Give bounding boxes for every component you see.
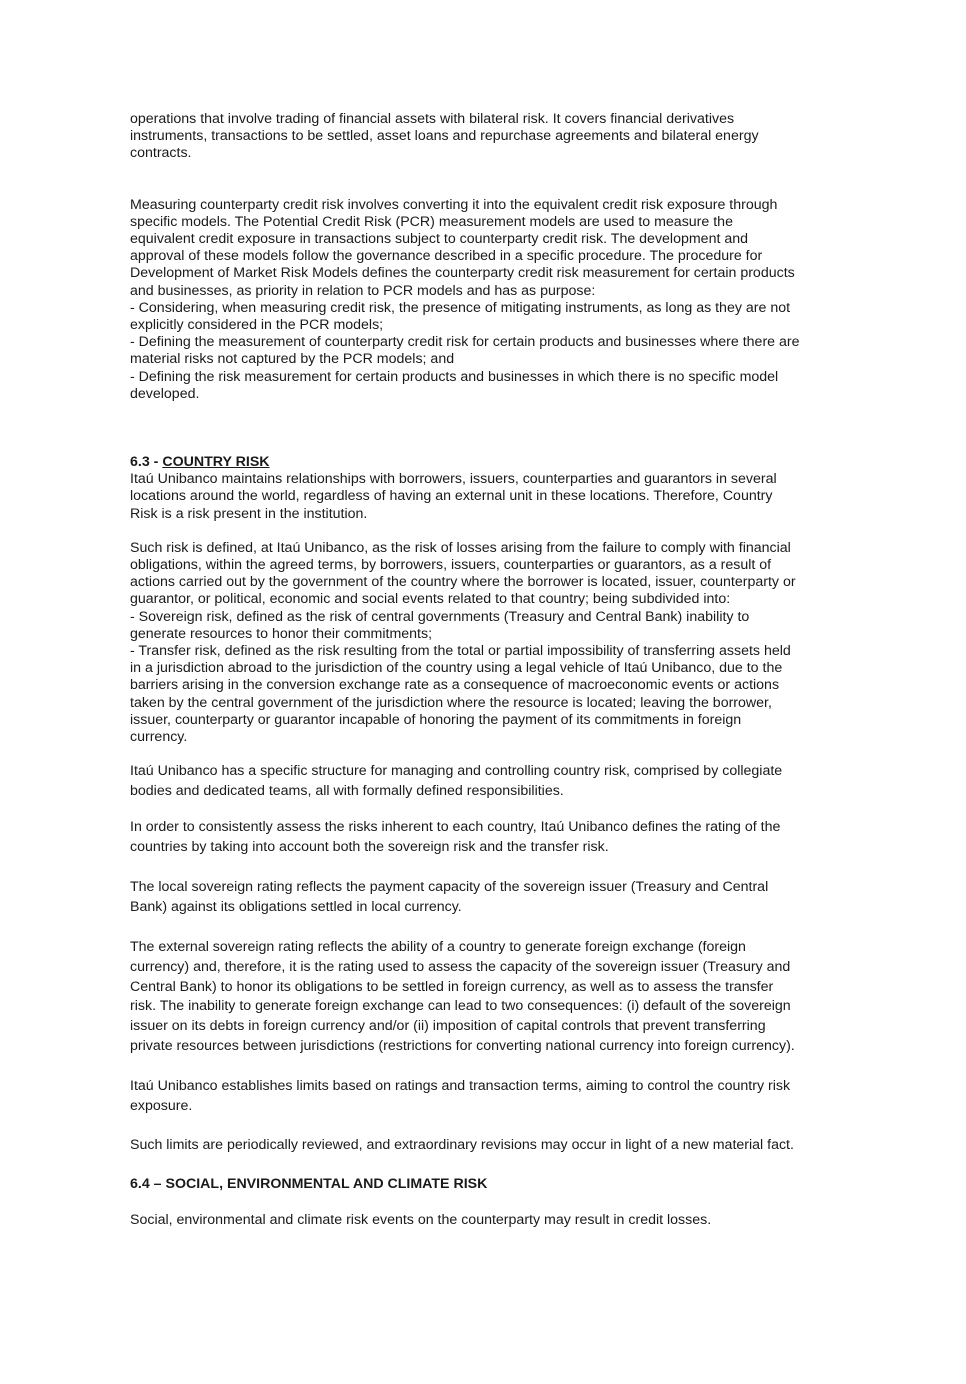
text-line: The local sovereign rating reflects the payment capacity of the sovereign issuer (Treasury and Central — [130, 878, 769, 895]
text-line: generate resources to honor their commitments; — [130, 625, 433, 642]
document-page — [130, 111, 842, 1231]
text-line: explicitly considered in the PCR models; — [130, 317, 384, 334]
text-line: approval of these models follow the governance described in a specific procedure. The procedure for — [130, 248, 763, 265]
text-line: material risks not captured by the PCR models; and — [130, 351, 455, 368]
text-line: risk. The inability to generate foreign exchange can lead to two consequences: (i) default of the sovereign — [130, 998, 791, 1015]
text-line: Itaú Unibanco has a specific structure for managing and controlling country risk, comprised by collegiate — [130, 763, 783, 780]
country-risk-structure — [130, 762, 842, 802]
text-line: In order to consistently assess the risks inherent to each country, Itaú Unibanco defines the rating of the — [130, 819, 781, 836]
text-line: guarantor, or political, economic and social events related to that country; being subdivided into: — [130, 591, 731, 608]
text-line: Development of Market Risk Models defines the counterparty credit risk measurement for certain products — [130, 265, 795, 282]
local-sovereign-rating — [130, 878, 842, 918]
text-line: countries by taking into account both the sovereign risk and the transfer risk. — [130, 839, 609, 856]
text-line: bodies and dedicated teams, all with formally defined responsibilities. — [130, 783, 564, 800]
text-line: currency) and, therefore, it is the rating used to assess the capacity of the sovereign issuer (Treasury and — [130, 958, 791, 975]
section-6-4-heading — [130, 1176, 842, 1193]
text-line: - Transfer risk, defined as the risk resulting from the total or partial impossibility of transferring assets held — [130, 643, 791, 660]
text-line: Measuring counterparty credit risk involves converting it into the equivalent credit risk exposure through — [130, 196, 778, 213]
text-line: Itaú Unibanco maintains relationships with borrowers, issuers, counterparties and guarantors in several — [130, 471, 777, 488]
text-line: Bank) against its obligations settled in local currency. — [130, 898, 462, 915]
text-line: developed. — [130, 385, 200, 402]
limits-paragraph — [130, 1077, 842, 1117]
text-line: exposure. — [130, 1098, 193, 1115]
text-line: Risk is a risk present in the institution. — [130, 505, 368, 522]
intro-paragraph — [130, 111, 842, 163]
text-line: - Considering, when measuring credit risk, the presence of mitigating instruments, as long as they are not — [130, 299, 791, 316]
text-line: actions carried out by the government of the country where the borrower is located, issuer, counterparty or — [130, 574, 796, 591]
text-line: private resources between jurisdictions (restrictions for converting national currency into foreign currency). — [130, 1038, 795, 1055]
section-title: 6.4 – SOCIAL, ENVIRONMENTAL AND CLIMATE RISK — [130, 1175, 488, 1192]
country-rating-paragraph — [130, 818, 842, 858]
climate-risk-paragraph — [130, 1211, 842, 1231]
text-line: The external sovereign rating reflects the ability of a country to generate foreign exchange (foreign — [130, 938, 746, 955]
text-line: specific models. The Potential Credit Risk (PCR) measurement models are used to measure the — [130, 213, 733, 230]
text-line: obligations, within the agreed terms, by borrowers, issuers, counterparties or guarantors, as a result of — [130, 557, 772, 574]
text-line: locations around the world, regardless of having an external unit in these locations. Therefore, Country — [130, 488, 773, 505]
text-line: issuer on its debts in foreign currency and/or (ii) imposition of capital controls that prevent transferring — [130, 1018, 766, 1035]
text-line: and businesses, as priority in relation to PCR models and has as purpose: — [130, 282, 596, 299]
section-number: 6.3 - — [130, 454, 163, 471]
text-line: equivalent credit exposure in transactions subject to counterparty credit risk. The development and — [130, 231, 749, 248]
text-line: instruments, transactions to be settled, asset loans and repurchase agreements and bilateral energy — [130, 128, 759, 145]
review-paragraph — [130, 1136, 842, 1156]
text-line: currency. — [130, 729, 188, 746]
section-6-3-heading — [130, 454, 842, 471]
country-risk-definition — [130, 540, 842, 746]
text-line: contracts. — [130, 145, 192, 162]
text-line: Central Bank) to honor its obligations to be settled in foreign currency, as well as to assess the transfer — [130, 978, 774, 995]
pcr-paragraph — [130, 197, 842, 403]
text-line: Such limits are periodically reviewed, and extraordinary revisions may occur in light of a new material fact. — [130, 1136, 794, 1153]
text-line: Social, environmental and climate risk events on the counterparty may result in credit losses. — [130, 1212, 712, 1229]
text-line: - Defining the risk measurement for certain products and businesses in which there is no specific model — [130, 368, 779, 385]
text-line: in a jurisdiction abroad to the jurisdiction of the country using a legal vehicle of Itaú Unibanco, due to the — [130, 660, 783, 677]
text-line: - Defining the measurement of counterparty credit risk for certain products and businesses where there are — [130, 334, 800, 351]
text-line: issuer, counterparty or guarantor incapable of honoring the payment of its commitments in foreign — [130, 711, 742, 728]
text-line: Such risk is defined, at Itaú Unibanco, as the risk of losses arising from the failure to comply with financial — [130, 539, 791, 556]
text-line: taken by the central government of the jurisdiction where the resource is located; leaving the borrower, — [130, 694, 772, 711]
text-line: barriers arising in the conversion exchange rate as a consequence of macroeconomic events or actions — [130, 677, 780, 694]
country-risk-intro — [130, 471, 842, 523]
text-line: - Sovereign risk, defined as the risk of central governments (Treasury and Central Bank) inability to — [130, 608, 750, 625]
section-title: COUNTRY RISK — [162, 454, 270, 471]
external-sovereign-rating — [130, 938, 842, 1057]
text-line: operations that involve trading of financial assets with bilateral risk. It covers financial derivatives — [130, 111, 735, 127]
text-line: Itaú Unibanco establishes limits based on ratings and transaction terms, aiming to control the country risk — [130, 1078, 791, 1095]
